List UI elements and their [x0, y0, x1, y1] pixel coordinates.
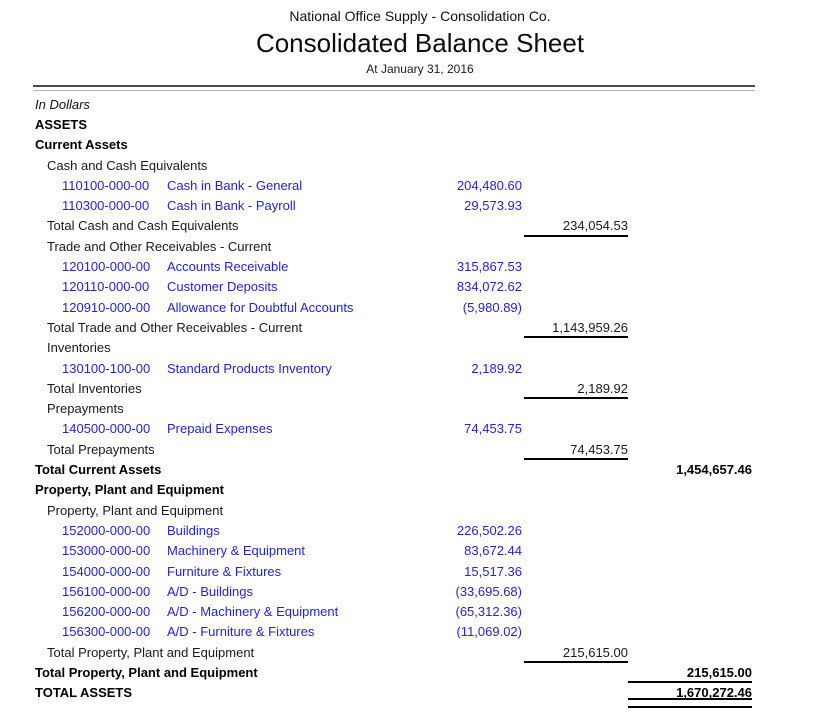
account-name-link[interactable]: A/D - Machinery & Equipment: [167, 604, 339, 620]
total-label: Total Property, Plant and Equipment: [47, 644, 255, 660]
section-row: [0, 237, 840, 257]
heading-label: Property, Plant and Equipment: [35, 482, 225, 498]
account-row: [0, 298, 840, 318]
section-row: [0, 501, 840, 521]
account-name-link[interactable]: Allowance for Doubtful Accounts: [167, 299, 354, 315]
account-name-link[interactable]: Furniture & Fixtures: [167, 563, 282, 579]
account-row: [0, 277, 840, 297]
account-name-link[interactable]: Buildings: [167, 522, 220, 538]
account-row: [0, 582, 840, 602]
heading-row: [0, 115, 840, 135]
grandtotal-row: [0, 683, 840, 703]
section-row: [0, 338, 840, 358]
account-row: [0, 176, 840, 196]
account-name-link[interactable]: Accounts Receivable: [167, 259, 289, 275]
subtotal-amount: 1,143,959.26: [524, 318, 628, 338]
total-row: [0, 379, 840, 399]
total-row: [0, 440, 840, 460]
total-label: Total Cash and Cash Equivalents: [47, 218, 239, 234]
section-label: Inventories: [47, 340, 111, 356]
grand-total-amount: 215,615.00: [628, 663, 752, 683]
report-title: Consolidated Balance Sheet: [255, 28, 585, 58]
account-amount-link[interactable]: 15,517.36: [464, 563, 522, 579]
account-row: [0, 562, 840, 582]
account-amount-link[interactable]: 315,867.53: [456, 259, 522, 275]
section-label: Property, Plant and Equipment: [47, 502, 224, 518]
account-name-link[interactable]: A/D - Buildings: [167, 583, 253, 599]
account-amount-link[interactable]: (65,312.36): [455, 604, 522, 620]
account-name-link[interactable]: Machinery & Equipment: [167, 543, 306, 559]
account-row: [0, 521, 840, 541]
account-amount-link[interactable]: 204,480.60: [456, 177, 522, 193]
account-amount-link[interactable]: 834,072.62: [456, 279, 522, 295]
grandtotal-label: Total Current Assets: [35, 462, 162, 478]
grandtotal-row: [0, 460, 840, 480]
total-row: [0, 318, 840, 338]
account-row: [0, 196, 840, 216]
account-row: [0, 257, 840, 277]
company-name: National Office Supply - Consolidation Co.: [289, 8, 551, 24]
grandtotal-label: TOTAL ASSETS: [35, 685, 133, 701]
total-row: [0, 643, 840, 663]
account-amount-link[interactable]: 74,453.75: [464, 421, 522, 437]
account-number-link[interactable]: 120910-000-00: [62, 299, 151, 315]
report-date: At January 31, 2016: [366, 62, 474, 76]
account-number-link[interactable]: 152000-000-00: [62, 522, 151, 538]
heading-label: Current Assets: [35, 137, 128, 153]
account-name-link[interactable]: A/D - Furniture & Fixtures: [167, 624, 315, 640]
account-amount-link[interactable]: 2,189.92: [471, 360, 522, 376]
account-name-link[interactable]: Prepaid Expenses: [167, 421, 273, 437]
grandtotal-row: [0, 663, 840, 683]
subtotal-amount: 215,615.00: [524, 643, 628, 663]
account-row: [0, 359, 840, 379]
grandtotal-label: Total Property, Plant and Equipment: [35, 665, 258, 681]
account-amount-link[interactable]: (5,980.89): [462, 299, 522, 315]
account-number-link[interactable]: 140500-000-00: [62, 421, 151, 437]
account-name-link[interactable]: Cash in Bank - Payroll: [167, 198, 296, 214]
total-row: [0, 216, 840, 236]
total-label: Total Inventories: [47, 380, 142, 396]
section-row: [0, 399, 840, 419]
heading-row: [0, 135, 840, 155]
account-number-link[interactable]: 154000-000-00: [62, 563, 151, 579]
account-amount-link[interactable]: 226,502.26: [456, 522, 522, 538]
section-label: Prepayments: [47, 401, 124, 417]
subtotal-amount: 74,453.75: [524, 440, 628, 460]
subtotal-amount: 2,189.92: [524, 379, 628, 399]
section-row: [0, 156, 840, 176]
header-divider: [33, 85, 755, 91]
account-name-link[interactable]: Customer Deposits: [167, 279, 278, 295]
account-amount-link[interactable]: 29,573.93: [464, 198, 522, 214]
account-number-link[interactable]: 156300-000-00: [62, 624, 151, 640]
subtotal-amount: 234,054.53: [524, 216, 628, 236]
account-number-link[interactable]: 120110-000-00: [62, 279, 150, 295]
grand-total-amount: 1,670,272.46: [628, 683, 752, 703]
account-number-link[interactable]: 120100-000-00: [62, 259, 151, 275]
grand-total-amount: 1,454,657.46: [676, 462, 752, 478]
total-label: Total Prepayments: [47, 441, 155, 457]
account-number-link[interactable]: 130100-100-00: [62, 360, 151, 376]
account-number-link[interactable]: 110300-000-00: [62, 198, 150, 214]
total-label: Total Trade and Other Receivables - Current: [47, 319, 303, 335]
account-row: [0, 419, 840, 439]
section-label: Cash and Cash Equivalents: [47, 157, 208, 173]
account-amount-link[interactable]: (11,069.02): [456, 624, 522, 640]
account-row: [0, 541, 840, 561]
account-number-link[interactable]: 110100-000-00: [62, 177, 150, 193]
account-amount-link[interactable]: (33,695.68): [455, 583, 522, 599]
account-name-link[interactable]: Standard Products Inventory: [167, 360, 332, 376]
account-row: [0, 602, 840, 622]
report-body: [0, 115, 840, 704]
account-number-link[interactable]: 156100-000-00: [62, 583, 151, 599]
heading-label: ASSETS: [35, 117, 88, 132]
account-row: [0, 622, 840, 642]
account-name-link[interactable]: Cash in Bank - General: [167, 177, 303, 193]
section-label: Trade and Other Receivables - Current: [47, 238, 272, 254]
account-number-link[interactable]: 156200-000-00: [62, 604, 151, 620]
currency-note: In Dollars: [35, 97, 90, 112]
heading-row: [0, 480, 840, 500]
account-amount-link[interactable]: 83,672.44: [464, 543, 522, 559]
account-number-link[interactable]: 153000-000-00: [62, 543, 151, 559]
